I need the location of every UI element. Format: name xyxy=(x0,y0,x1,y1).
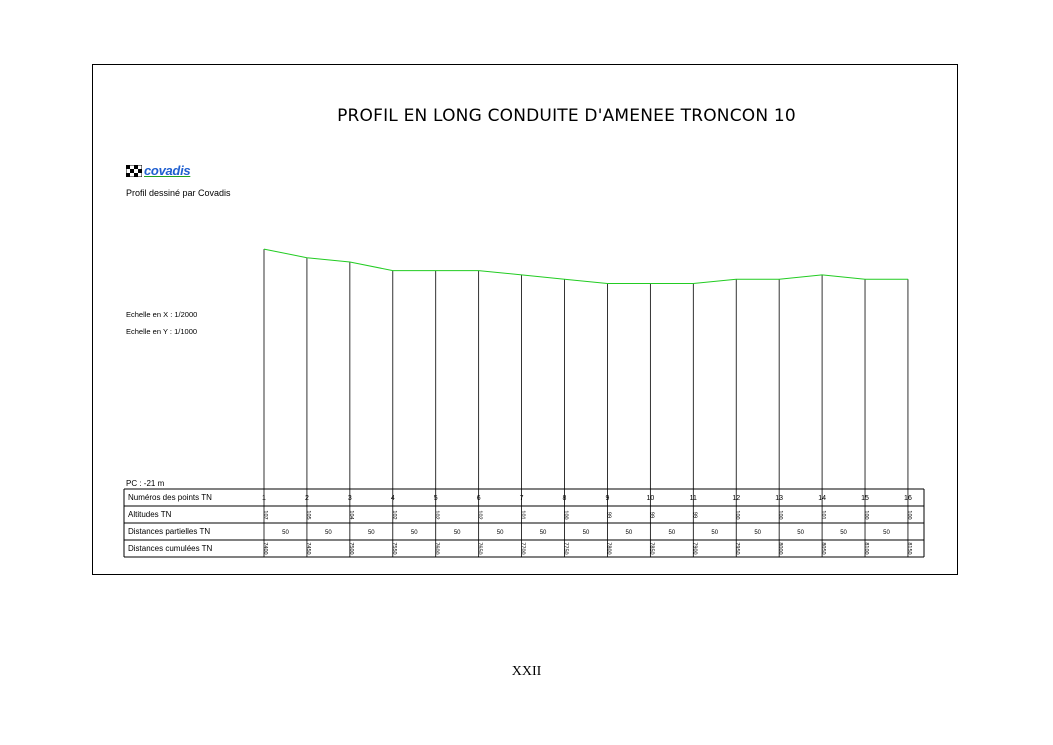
point-number-label: 15 xyxy=(861,495,869,502)
row-label-partial-distances: Distances partielles TN xyxy=(128,527,211,536)
point-number-label: 3 xyxy=(347,495,352,502)
point-number-label: 1 xyxy=(262,495,266,502)
cumulative-distance-label: 8050 xyxy=(820,542,827,555)
altitude-label: 100 xyxy=(905,510,912,520)
point-number-label: 14 xyxy=(818,495,826,502)
altitude-label: 99 xyxy=(648,511,655,519)
cumulative-distance-label: 7750 xyxy=(562,542,569,555)
cumulative-distance-label: 7400 xyxy=(262,542,268,555)
altitude-label: 105 xyxy=(304,510,311,520)
station-verticals xyxy=(264,249,908,557)
partial-distance-label: 50 xyxy=(325,530,332,536)
altitude-label: 100 xyxy=(863,510,870,520)
cumulative-distance-label: 7500 xyxy=(347,542,354,555)
cumulative-distance-label: 7550 xyxy=(390,542,397,555)
cumulative-distance-label: 8150 xyxy=(905,542,912,555)
partial-distance-label: 50 xyxy=(282,530,289,536)
covadis-logo-text: covadis xyxy=(144,163,191,178)
table-values xyxy=(262,495,912,555)
partial-distance-label: 50 xyxy=(883,530,890,536)
partial-distance-label: 50 xyxy=(453,530,461,536)
cumulative-distance-label: 7900 xyxy=(691,542,698,555)
row-label-cumulative-distances: Distances cumulées TN xyxy=(128,544,213,553)
partial-distance-label: 50 xyxy=(840,530,847,536)
point-number-label: 10 xyxy=(646,495,655,502)
point-number-label: 9 xyxy=(605,495,610,502)
cumulative-distance-label: 7850 xyxy=(648,542,655,555)
altitude-label: 107 xyxy=(262,510,268,520)
altitude-label: 101 xyxy=(820,510,827,520)
altitude-label: 104 xyxy=(347,510,354,520)
terrain-profile-line xyxy=(264,249,908,283)
point-number-label: 12 xyxy=(732,495,741,502)
point-number-label: 11 xyxy=(689,495,697,502)
point-number-label: 16 xyxy=(904,495,912,502)
altitude-label: 100 xyxy=(777,510,784,520)
drawn-by-label: Profil dessiné par Covadis xyxy=(126,188,231,198)
page-title: PROFIL EN LONG CONDUITE D'AMENEE TRONCON 10 xyxy=(337,106,796,126)
point-number-label: 2 xyxy=(304,495,309,502)
page-number: XXII xyxy=(511,664,542,679)
partial-distance-label: 50 xyxy=(754,530,762,536)
altitude-label: 101 xyxy=(519,510,526,520)
point-number-label: 6 xyxy=(476,495,481,502)
altitude-label: 100 xyxy=(562,510,569,520)
cumulative-distance-label: 7950 xyxy=(734,542,741,555)
point-number-label: 5 xyxy=(433,495,438,502)
point-number-label: 8 xyxy=(562,495,567,502)
altitude-label: 102 xyxy=(390,510,397,520)
partial-distance-label: 50 xyxy=(539,530,547,536)
altitude-label: 102 xyxy=(433,510,440,520)
row-label-altitudes: Altitudes TN xyxy=(128,510,172,519)
partial-distance-label: 50 xyxy=(582,530,590,536)
scale-y-label: Echelle en Y : 1/1000 xyxy=(126,327,198,336)
partial-distance-label: 50 xyxy=(367,530,375,536)
point-number-label: 4 xyxy=(390,495,395,502)
cumulative-distance-label: 7650 xyxy=(476,542,483,555)
pc-label: PC : -21 m xyxy=(126,479,165,488)
partial-distance-label: 50 xyxy=(797,530,804,536)
point-number-label: 7 xyxy=(519,495,524,502)
altitude-label: 99 xyxy=(605,511,612,519)
scale-x-label: Echelle en X : 1/2000 xyxy=(126,310,198,319)
row-label-points: Numéros des points TN xyxy=(128,493,212,502)
partial-distance-label: 50 xyxy=(668,530,676,536)
cumulative-distance-label: 7600 xyxy=(433,542,440,555)
partial-distance-label: 50 xyxy=(711,530,719,536)
cumulative-distance-label: 7800 xyxy=(605,542,612,555)
cumulative-distance-label: 8100 xyxy=(863,542,870,555)
partial-distance-label: 50 xyxy=(410,530,418,536)
cumulative-distance-label: 7450 xyxy=(304,542,311,555)
altitude-label: 102 xyxy=(476,510,483,520)
altitude-label: 100 xyxy=(734,510,741,520)
altitude-label: 99 xyxy=(691,511,698,519)
cumulative-distance-label: 7700 xyxy=(519,542,526,555)
partial-distance-label: 50 xyxy=(625,530,633,536)
cumulative-distance-label: 8000 xyxy=(777,542,784,555)
partial-distance-label: 50 xyxy=(496,530,504,536)
point-number-label: 13 xyxy=(775,495,784,502)
